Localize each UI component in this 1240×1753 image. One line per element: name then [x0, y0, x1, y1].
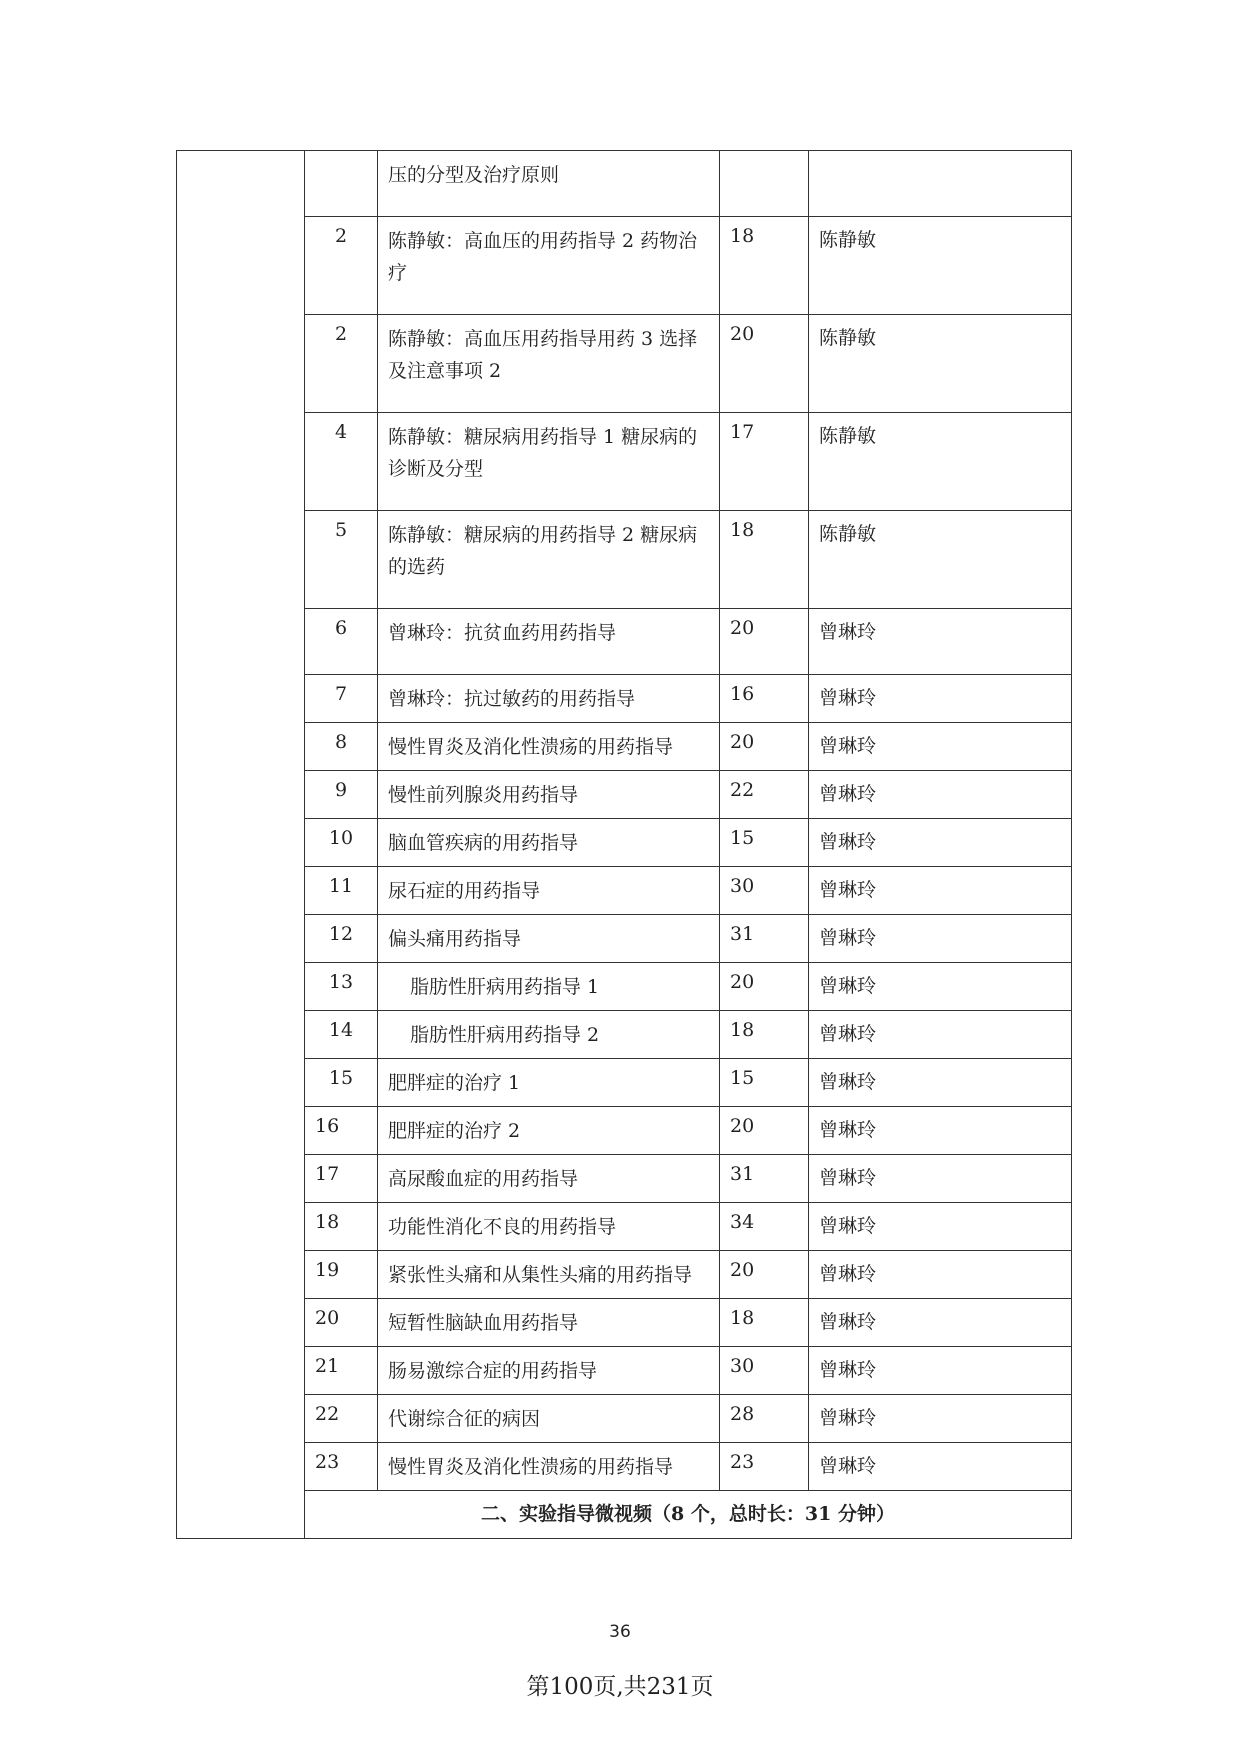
row-number-cell: 20	[305, 1299, 378, 1347]
table-row	[177, 217, 1072, 315]
video-title-cell: 曾琳玲：抗贫血药用药指导	[378, 609, 720, 675]
duration-cell: 18	[720, 217, 809, 315]
author-cell: 曾琳玲	[809, 1011, 1072, 1059]
page-number: 36	[609, 1622, 631, 1642]
author-cell: 曾琳玲	[809, 1059, 1072, 1107]
author-cell: 曾琳玲	[809, 867, 1072, 915]
table-row	[177, 771, 1072, 819]
table-row	[177, 1203, 1072, 1251]
duration-cell: 15	[720, 1059, 809, 1107]
author-cell: 曾琳玲	[809, 915, 1072, 963]
row-number-cell: 15	[305, 1059, 378, 1107]
author-cell: 曾琳玲	[809, 1251, 1072, 1299]
video-title-cell: 脂肪性肝病用药指导 2	[378, 1011, 720, 1059]
author-cell: 曾琳玲	[809, 1395, 1072, 1443]
video-title-cell: 曾琳玲：抗过敏药的用药指导	[378, 675, 720, 723]
video-title-cell: 功能性消化不良的用药指导	[378, 1203, 720, 1251]
row-number-cell: 19	[305, 1251, 378, 1299]
video-title-cell: 偏头痛用药指导	[378, 915, 720, 963]
table-row	[177, 1059, 1072, 1107]
table-row	[177, 413, 1072, 511]
table-row	[177, 1251, 1072, 1299]
author-cell: 曾琳玲	[809, 771, 1072, 819]
duration-cell: 18	[720, 511, 809, 609]
author-cell: 曾琳玲	[809, 1107, 1072, 1155]
page-footer: 第100页,共231页	[526, 1674, 714, 1700]
author-cell: 曾琳玲	[809, 1347, 1072, 1395]
duration-cell: 34	[720, 1203, 809, 1251]
row-number-cell: 4	[305, 413, 378, 511]
row-number-cell: 14	[305, 1011, 378, 1059]
table-row	[177, 315, 1072, 413]
author-cell: 曾琳玲	[809, 1203, 1072, 1251]
row-number-cell: 17	[305, 1155, 378, 1203]
duration-cell: 30	[720, 867, 809, 915]
row-number-cell: 6	[305, 609, 378, 675]
table-row	[177, 1107, 1072, 1155]
author-cell: 陈静敏	[809, 315, 1072, 413]
author-cell: 曾琳玲	[809, 609, 1072, 675]
video-title-cell: 代谢综合征的病因	[378, 1395, 720, 1443]
row-number-cell: 13	[305, 963, 378, 1011]
section-heading: 二、实验指导微视频（8 个，总时长：31 分钟）	[305, 1491, 1072, 1539]
duration-cell: 18	[720, 1011, 809, 1059]
author-cell: 陈静敏	[809, 217, 1072, 315]
row-number-cell	[305, 151, 378, 217]
duration-cell: 20	[720, 963, 809, 1011]
table-row	[177, 1395, 1072, 1443]
duration-cell: 20	[720, 609, 809, 675]
author-cell: 曾琳玲	[809, 675, 1072, 723]
video-title-cell: 慢性胃炎及消化性溃疡的用药指导	[378, 723, 720, 771]
row-number-cell: 21	[305, 1347, 378, 1395]
table-row	[177, 1443, 1072, 1491]
table-row	[177, 609, 1072, 675]
duration-cell: 28	[720, 1395, 809, 1443]
table-row	[177, 819, 1072, 867]
duration-cell: 23	[720, 1443, 809, 1491]
table-row	[177, 867, 1072, 915]
row-number-cell: 23	[305, 1443, 378, 1491]
duration-cell: 20	[720, 315, 809, 413]
row-number-cell: 9	[305, 771, 378, 819]
duration-cell: 31	[720, 915, 809, 963]
left-merged-cell	[177, 151, 305, 1539]
table-row	[177, 1011, 1072, 1059]
table-row	[177, 963, 1072, 1011]
row-number-cell: 10	[305, 819, 378, 867]
table-row	[177, 915, 1072, 963]
duration-cell: 16	[720, 675, 809, 723]
video-title-cell: 慢性胃炎及消化性溃疡的用药指导	[378, 1443, 720, 1491]
table-row	[177, 675, 1072, 723]
author-cell: 曾琳玲	[809, 723, 1072, 771]
duration-cell: 31	[720, 1155, 809, 1203]
table-row	[177, 1155, 1072, 1203]
author-cell: 曾琳玲	[809, 819, 1072, 867]
table-row	[177, 723, 1072, 771]
video-title-cell: 肥胖症的治疗 1	[378, 1059, 720, 1107]
table-row	[177, 1299, 1072, 1347]
row-number-cell: 5	[305, 511, 378, 609]
row-number-cell: 18	[305, 1203, 378, 1251]
table-row	[177, 1347, 1072, 1395]
author-cell: 曾琳玲	[809, 1155, 1072, 1203]
author-cell: 陈静敏	[809, 511, 1072, 609]
video-title-cell: 陈静敏：糖尿病用药指导 1 糖尿病的诊断及分型	[378, 413, 720, 511]
row-number-cell: 12	[305, 915, 378, 963]
duration-cell	[720, 151, 809, 217]
duration-cell: 20	[720, 1251, 809, 1299]
video-title-cell: 慢性前列腺炎用药指导	[378, 771, 720, 819]
row-number-cell: 7	[305, 675, 378, 723]
row-number-cell: 11	[305, 867, 378, 915]
duration-cell: 20	[720, 1107, 809, 1155]
video-title-cell: 短暂性脑缺血用药指导	[378, 1299, 720, 1347]
row-number-cell: 2	[305, 217, 378, 315]
duration-cell: 15	[720, 819, 809, 867]
video-title-cell: 脂肪性肝病用药指导 1	[378, 963, 720, 1011]
table-row	[177, 511, 1072, 609]
video-title-cell: 陈静敏：高血压用药指导用药 3 选择及注意事项 2	[378, 315, 720, 413]
duration-cell: 20	[720, 723, 809, 771]
author-cell: 曾琳玲	[809, 1443, 1072, 1491]
row-number-cell: 2	[305, 315, 378, 413]
video-title-cell: 压的分型及治疗原则	[378, 151, 720, 217]
video-title-cell: 陈静敏：高血压的用药指导 2 药物治疗	[378, 217, 720, 315]
author-cell	[809, 151, 1072, 217]
author-cell: 曾琳玲	[809, 1299, 1072, 1347]
video-title-cell: 肠易激综合症的用药指导	[378, 1347, 720, 1395]
duration-cell: 22	[720, 771, 809, 819]
video-title-cell: 脑血管疾病的用药指导	[378, 819, 720, 867]
video-title-cell: 尿石症的用药指导	[378, 867, 720, 915]
author-cell: 陈静敏	[809, 413, 1072, 511]
row-number-cell: 8	[305, 723, 378, 771]
video-title-cell: 陈静敏：糖尿病的用药指导 2 糖尿病的选药	[378, 511, 720, 609]
author-cell: 曾琳玲	[809, 963, 1072, 1011]
document-table	[176, 150, 1072, 1539]
video-title-cell: 肥胖症的治疗 2	[378, 1107, 720, 1155]
video-title-cell: 高尿酸血症的用药指导	[378, 1155, 720, 1203]
duration-cell: 18	[720, 1299, 809, 1347]
section-heading-row	[177, 1491, 1072, 1539]
row-number-cell: 22	[305, 1395, 378, 1443]
duration-cell: 30	[720, 1347, 809, 1395]
video-title-cell: 紧张性头痛和从集性头痛的用药指导	[378, 1251, 720, 1299]
row-number-cell: 16	[305, 1107, 378, 1155]
duration-cell: 17	[720, 413, 809, 511]
table-row	[177, 151, 1072, 217]
